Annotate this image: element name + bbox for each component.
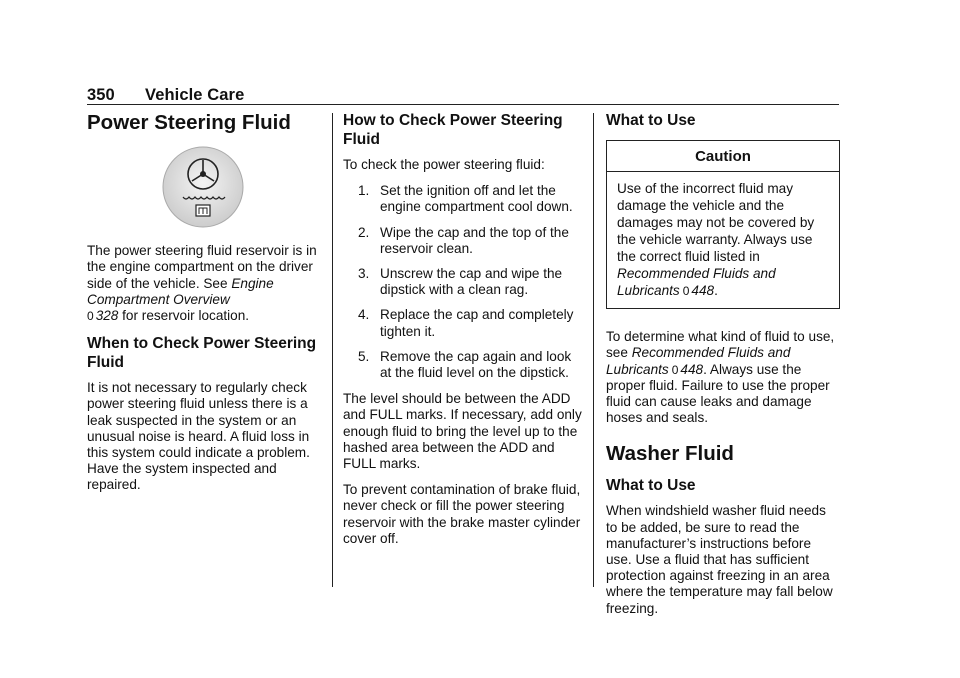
page-reference-icon: 0	[87, 309, 94, 324]
when-to-check-paragraph: It is not necessary to regularly check power steering fluid unless there is a leak suspected in the system or an unusual noise is heard. A fluid loss in this system could indicate a problem. Have the system inspected and repaired.	[87, 380, 310, 493]
list-item: 2. Wipe the cap and the top of the reservoir clean.	[358, 224, 569, 256]
washer-fluid-paragraph: When windshield washer fluid needs to be added, be sure to read the manufacturer’s instructions before use. Use a fluid that has sufficient protection against freezing in an area where the temperature may fall below freezing.	[606, 503, 833, 616]
page-header	[87, 86, 839, 105]
caution-box	[606, 140, 840, 309]
what-to-use-heading: What to Use	[606, 112, 696, 129]
column-divider-2	[593, 113, 594, 587]
fluid-level-paragraph: The level should be between the ADD and FULL marks. If necessary, add only enough fluid to bring the level up to the hashed area between the ADD and FULL marks.	[343, 391, 582, 472]
column-2	[343, 111, 583, 557]
recommended-fluids-link[interactable]: Recommended Fluids and Lubricants	[617, 266, 776, 299]
reservoir-location-paragraph: The power steering fluid reservoir is in the engine compartment on the driver side of the vehicle. See Engine Compartment Overview 0 328 for reservoir location.	[87, 243, 317, 324]
list-item: 4. Replace the cap and completely tighten it.	[358, 307, 574, 339]
list-item: 5. Remove the cap again and look at the fluid level on the dipstick.	[358, 348, 572, 381]
power-steering-fluid-title: Power Steering Fluid	[87, 111, 291, 134]
caution-title: Caution	[607, 141, 839, 172]
list-item: 3. Unscrew the cap and wipe the dipstick with a clean rag.	[358, 266, 563, 298]
how-to-check-intro: To check the power steering fluid:	[343, 157, 545, 172]
column-3	[606, 111, 840, 627]
column-1	[87, 111, 323, 504]
contamination-paragraph: To prevent contamination of brake fluid, never check or fill the power steering reservoir with the brake master cylinder cover off.	[343, 482, 581, 546]
washer-fluid-title: Washer Fluid	[606, 442, 734, 466]
column-divider-1	[332, 113, 333, 587]
page-reference-icon: 0	[682, 284, 690, 299]
power-steering-fluid-icon	[87, 145, 319, 233]
how-to-check-heading: How to Check Power Steering Fluid	[343, 112, 563, 148]
caution-text: Use of the incorrect fluid may damage the vehicle and the damages may not be covered by the vehicle warranty. Always use the correct fluid listed in Recommended Fluids and Lubricants 0 448.	[617, 181, 815, 299]
section-title: Vehicle Care	[145, 86, 245, 104]
list-item: 1. Set the ignition off and let the engine compartment cool down.	[358, 183, 573, 215]
when-to-check-heading: When to Check Power Steering Fluid	[87, 335, 317, 372]
engine-compartment-overview-link[interactable]: Engine Compartment Overview	[87, 275, 274, 307]
fluid-type-paragraph: To determine what kind of fluid to use, see Recommended Fluids and Lubricants 0 448. Always use the proper fluid. Failure to use the proper fluid can cause leaks and damage hoses and seals.	[606, 329, 835, 426]
header-rule	[87, 104, 839, 105]
check-steps-list	[343, 183, 583, 381]
washer-what-to-use-heading: What to Use	[606, 477, 696, 495]
page-number: 350	[87, 86, 115, 104]
page-reference-icon: 0	[671, 362, 679, 377]
page-reference-448[interactable]: 448	[691, 283, 715, 299]
recommended-fluids-link[interactable]: Recommended Fluids and Lubricants	[606, 345, 791, 377]
page-reference-448[interactable]: 448	[680, 361, 704, 377]
page-reference-328[interactable]: 328	[95, 308, 119, 324]
